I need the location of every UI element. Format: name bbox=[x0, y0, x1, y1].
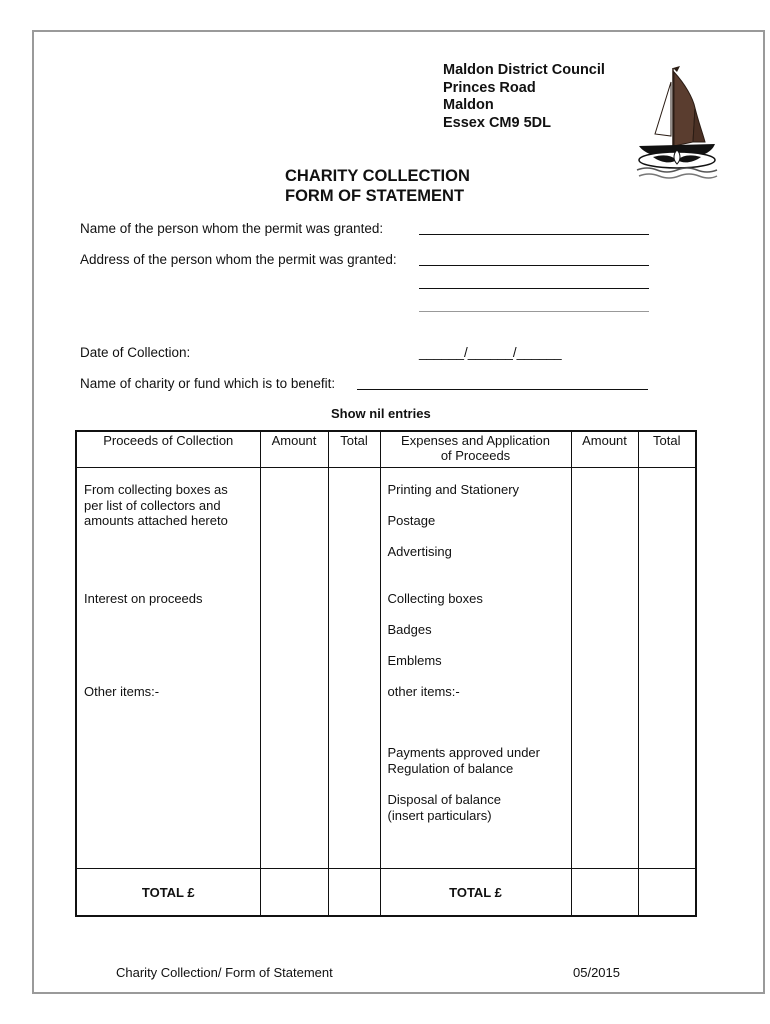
item-line: amounts attached hereto bbox=[84, 513, 228, 528]
title-line: FORM OF STATEMENT bbox=[285, 187, 465, 205]
item-line: From collecting boxes as bbox=[84, 482, 228, 497]
proceeds-other: Other items:- bbox=[84, 684, 160, 699]
expense-advertising: Advertising bbox=[387, 544, 452, 559]
proceeds-boxes bbox=[84, 482, 228, 529]
total-left-label: TOTAL £ bbox=[76, 869, 260, 917]
name-label: Name of the person whom the permit was granted: bbox=[80, 221, 384, 236]
expense-postage: Postage bbox=[387, 513, 436, 528]
address-label: Address of the person whom the permit was granted: bbox=[80, 252, 397, 267]
proceeds-amount-cell[interactable] bbox=[260, 468, 328, 869]
header-expenses-line: Expenses and Application bbox=[401, 433, 550, 448]
nil-entries-note: Show nil entries bbox=[331, 406, 431, 421]
expense-payments bbox=[388, 745, 540, 776]
address-line: Maldon District Council bbox=[443, 62, 605, 78]
total-right-total[interactable] bbox=[638, 869, 696, 917]
address-line: Princes Road bbox=[443, 79, 536, 96]
statement-table bbox=[75, 430, 697, 917]
expenses-total-cell[interactable] bbox=[638, 468, 696, 869]
title-line: CHARITY COLLECTION bbox=[285, 167, 470, 185]
item-line: Payments approved under bbox=[387, 745, 540, 760]
address-line: Maldon bbox=[443, 97, 494, 113]
total-left-amount[interactable] bbox=[260, 869, 328, 917]
charity-field[interactable] bbox=[357, 389, 648, 390]
header-expenses-line: of Proceeds bbox=[440, 448, 511, 463]
address-field-line-3[interactable] bbox=[419, 311, 649, 312]
header-total: Total bbox=[328, 431, 380, 468]
expense-collecting-boxes: Collecting boxes bbox=[387, 591, 483, 606]
header-amount: Amount bbox=[571, 431, 638, 468]
item-line: Disposal of balance bbox=[387, 792, 501, 807]
date-label: Date of Collection: bbox=[80, 345, 191, 360]
item-line: Regulation of balance bbox=[387, 760, 514, 776]
expenses-amount-cell[interactable] bbox=[571, 468, 638, 869]
item-line: (insert particulars) bbox=[387, 807, 492, 823]
footer-version: 05/2015 bbox=[573, 965, 620, 980]
expense-printing: Printing and Stationery bbox=[387, 482, 520, 497]
total-right-label: TOTAL £ bbox=[380, 869, 571, 917]
table-header-row bbox=[76, 431, 696, 468]
proceeds-total-cell[interactable] bbox=[328, 468, 380, 869]
item-line: per list of collectors and bbox=[84, 497, 221, 513]
footer-form-name: Charity Collection/ Form of Statement bbox=[116, 965, 333, 980]
expense-other: other items:- bbox=[387, 684, 460, 699]
expense-disposal bbox=[388, 792, 501, 823]
charity-label: Name of charity or fund which is to benefit: bbox=[80, 376, 336, 391]
header-amount: Amount bbox=[260, 431, 328, 468]
name-field[interactable] bbox=[419, 234, 649, 235]
page-title bbox=[285, 166, 470, 206]
date-field[interactable]: ______/______/______ bbox=[419, 345, 562, 360]
header-total: Total bbox=[638, 431, 696, 468]
table-total-row bbox=[76, 869, 696, 917]
expenses-cell bbox=[380, 468, 571, 869]
table-body-row bbox=[76, 468, 696, 869]
header-proceeds: Proceeds of Collection bbox=[76, 431, 260, 468]
address-line: Essex CM9 5DL bbox=[443, 114, 551, 131]
sailing-barge-crest-icon bbox=[633, 64, 721, 182]
total-right-amount[interactable] bbox=[571, 869, 638, 917]
council-address bbox=[443, 62, 605, 132]
address-field-line-1[interactable] bbox=[419, 265, 649, 266]
header-expenses bbox=[380, 431, 571, 468]
expense-emblems: Emblems bbox=[387, 653, 442, 668]
expense-badges: Badges bbox=[387, 622, 432, 637]
proceeds-cell bbox=[76, 468, 260, 869]
proceeds-interest: Interest on proceeds bbox=[84, 591, 203, 606]
address-field-line-2[interactable] bbox=[419, 288, 649, 289]
total-left-total[interactable] bbox=[328, 869, 380, 917]
